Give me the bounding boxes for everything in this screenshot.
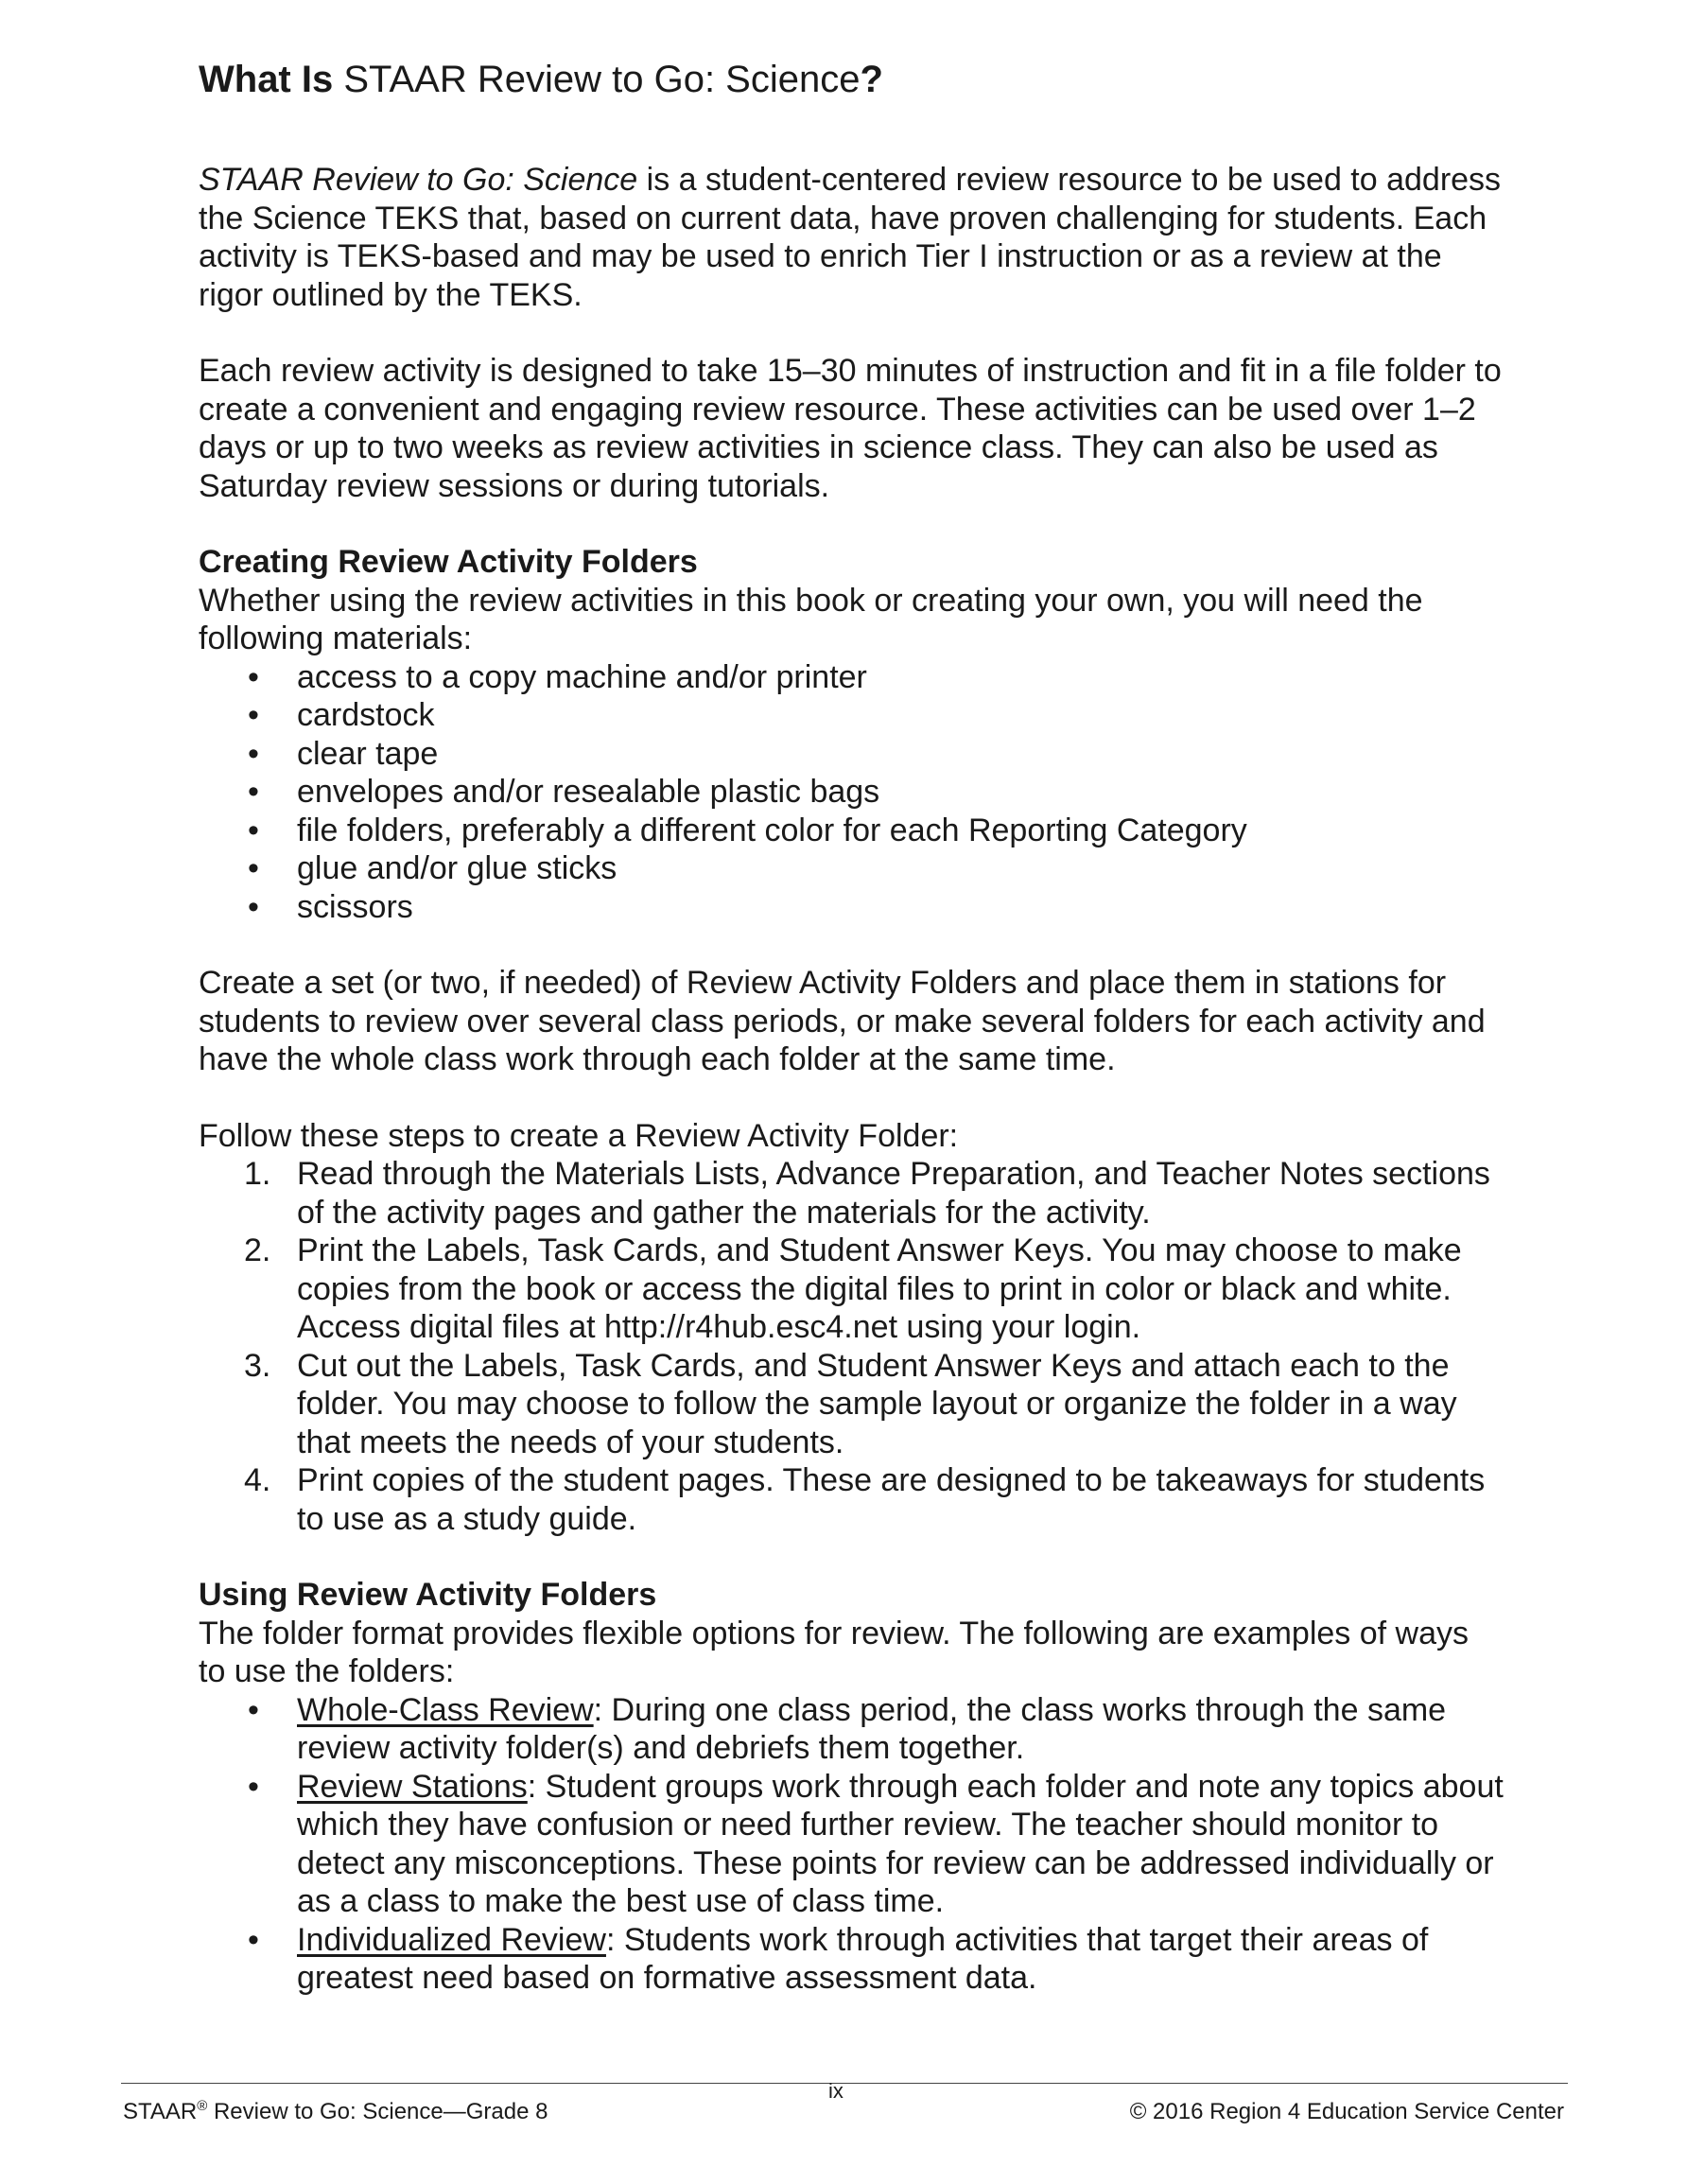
list-item: • file folders, preferably a different color for each Reporting Category <box>199 812 1504 850</box>
option-term: Review Stations <box>297 1768 528 1805</box>
intro-text: is a student-centered review resource to be used to address the Science TEKS that, based on current data, have proven challenging for students. Each activity is TEKS-based and may be used to enrich Tier I instruction or as a review at the rigor outlined by the TEKS. <box>199 162 1502 313</box>
using-section-heading: Using Review Activity Folders <box>199 1577 657 1613</box>
title-main: STAAR Review to Go: Science <box>333 59 861 100</box>
list-item <box>199 1155 1504 1232</box>
option-text: : During one class period, the class works through the same review activity folder(s) and debriefs them together. <box>297 1691 1447 1766</box>
footer-copyright: © 2016 Region 4 Education Service Center <box>1129 2099 1564 2124</box>
list-item: • envelopes and/or resealable plastic bags <box>199 773 1504 812</box>
step-text: Cut out the Labels, Task Cards, and Student Answer Keys and attach each to the folder. You may choose to follow the sample layout or organize the folder in a way that meets the needs of your students. <box>297 1347 1457 1460</box>
step-number: 2. <box>244 1232 271 1268</box>
option-term: Individualized Review <box>297 1921 606 1958</box>
footer-book-title <box>123 2098 548 2126</box>
step-number: 1. <box>244 1156 271 1192</box>
option-text: : Students work through activities that target their areas of greatest need based on formative assessment data. <box>297 1921 1429 1996</box>
materials-list <box>199 658 1504 927</box>
list-item <box>199 1461 1504 1538</box>
footer-subtitle: Review to Go: Science—Grade 8 <box>207 2099 548 2124</box>
list-item: • glue and/or glue sticks <box>199 849 1504 888</box>
options-list <box>199 1691 1504 1998</box>
footer-divider <box>121 2083 1568 2084</box>
stations-paragraph: Create a set (or two, if needed) of Review Activity Folders and place them in stations for students to review over several class periods, or make several folders for each activity and have the whole class work through each folder at the same time. <box>199 965 1486 1077</box>
materials-intro: Whether using the review activities in this book or creating your own, you will need the following materials: <box>199 582 1423 656</box>
list-item: • cardstock <box>199 696 1504 735</box>
option-text: : Student groups work through each folder and note any topics about which they have confusion or need further review. The teacher should monitor to detect any misconceptions. These points for review can be addressed individually or as a class to make the best use of class time. <box>297 1768 1504 1919</box>
intro-paragraph <box>199 161 1504 314</box>
page-number: ix <box>828 2079 844 2103</box>
list-item: • scissors <box>199 888 1504 927</box>
list-item: • access to a copy machine and/or printer <box>199 658 1504 697</box>
list-item <box>199 1768 1504 1921</box>
step-text: Print copies of the student pages. These are designed to be takeaways for students to use as a study guide. <box>297 1462 1486 1537</box>
step-number: 4. <box>244 1462 271 1498</box>
duration-paragraph: Each review activity is designed to take 15–30 minutes of instruction and fit in a file folder to create a convenient and engaging review resource. These activities can be used over 1–2 days or up to two weeks as review activities in science class. They can also be used as Saturday review sessions or during tutorials. <box>199 353 1502 504</box>
page-body <box>199 55 1504 1998</box>
steps-list <box>199 1155 1504 1538</box>
list-item <box>199 1921 1504 1998</box>
list-item <box>199 1691 1504 1768</box>
step-text: Read through the Materials Lists, Advance Preparation, and Teacher Notes sections of the activity pages and gather the materials for the activity. <box>297 1156 1490 1231</box>
registered-mark: ® <box>197 2098 208 2114</box>
steps-intro: Follow these steps to create a Review Activity Folder: <box>199 1117 959 1154</box>
step-text: Print the Labels, Task Cards, and Student Answer Keys. You may choose to make copies from the book or access the digital files to print in color or black and white. Access digital files at http://r4hub.esc4.net using your login. <box>297 1232 1462 1345</box>
step-number: 3. <box>244 1347 271 1384</box>
title-bold-prefix: What Is <box>199 59 334 100</box>
page-title <box>199 55 1504 104</box>
creating-section-heading: Creating Review Activity Folders <box>199 544 698 580</box>
list-item: • clear tape <box>199 735 1504 774</box>
title-question-mark: ? <box>860 59 883 100</box>
list-item <box>199 1232 1504 1347</box>
option-term: Whole-Class Review <box>297 1691 594 1728</box>
footer-staar: STAAR <box>123 2099 198 2124</box>
options-intro: The folder format provides flexible options for review. The following are examples of ways to use the folders: <box>199 1615 1470 1689</box>
intro-italic-title: STAAR Review to Go: Science <box>199 162 638 198</box>
list-item <box>199 1347 1504 1462</box>
